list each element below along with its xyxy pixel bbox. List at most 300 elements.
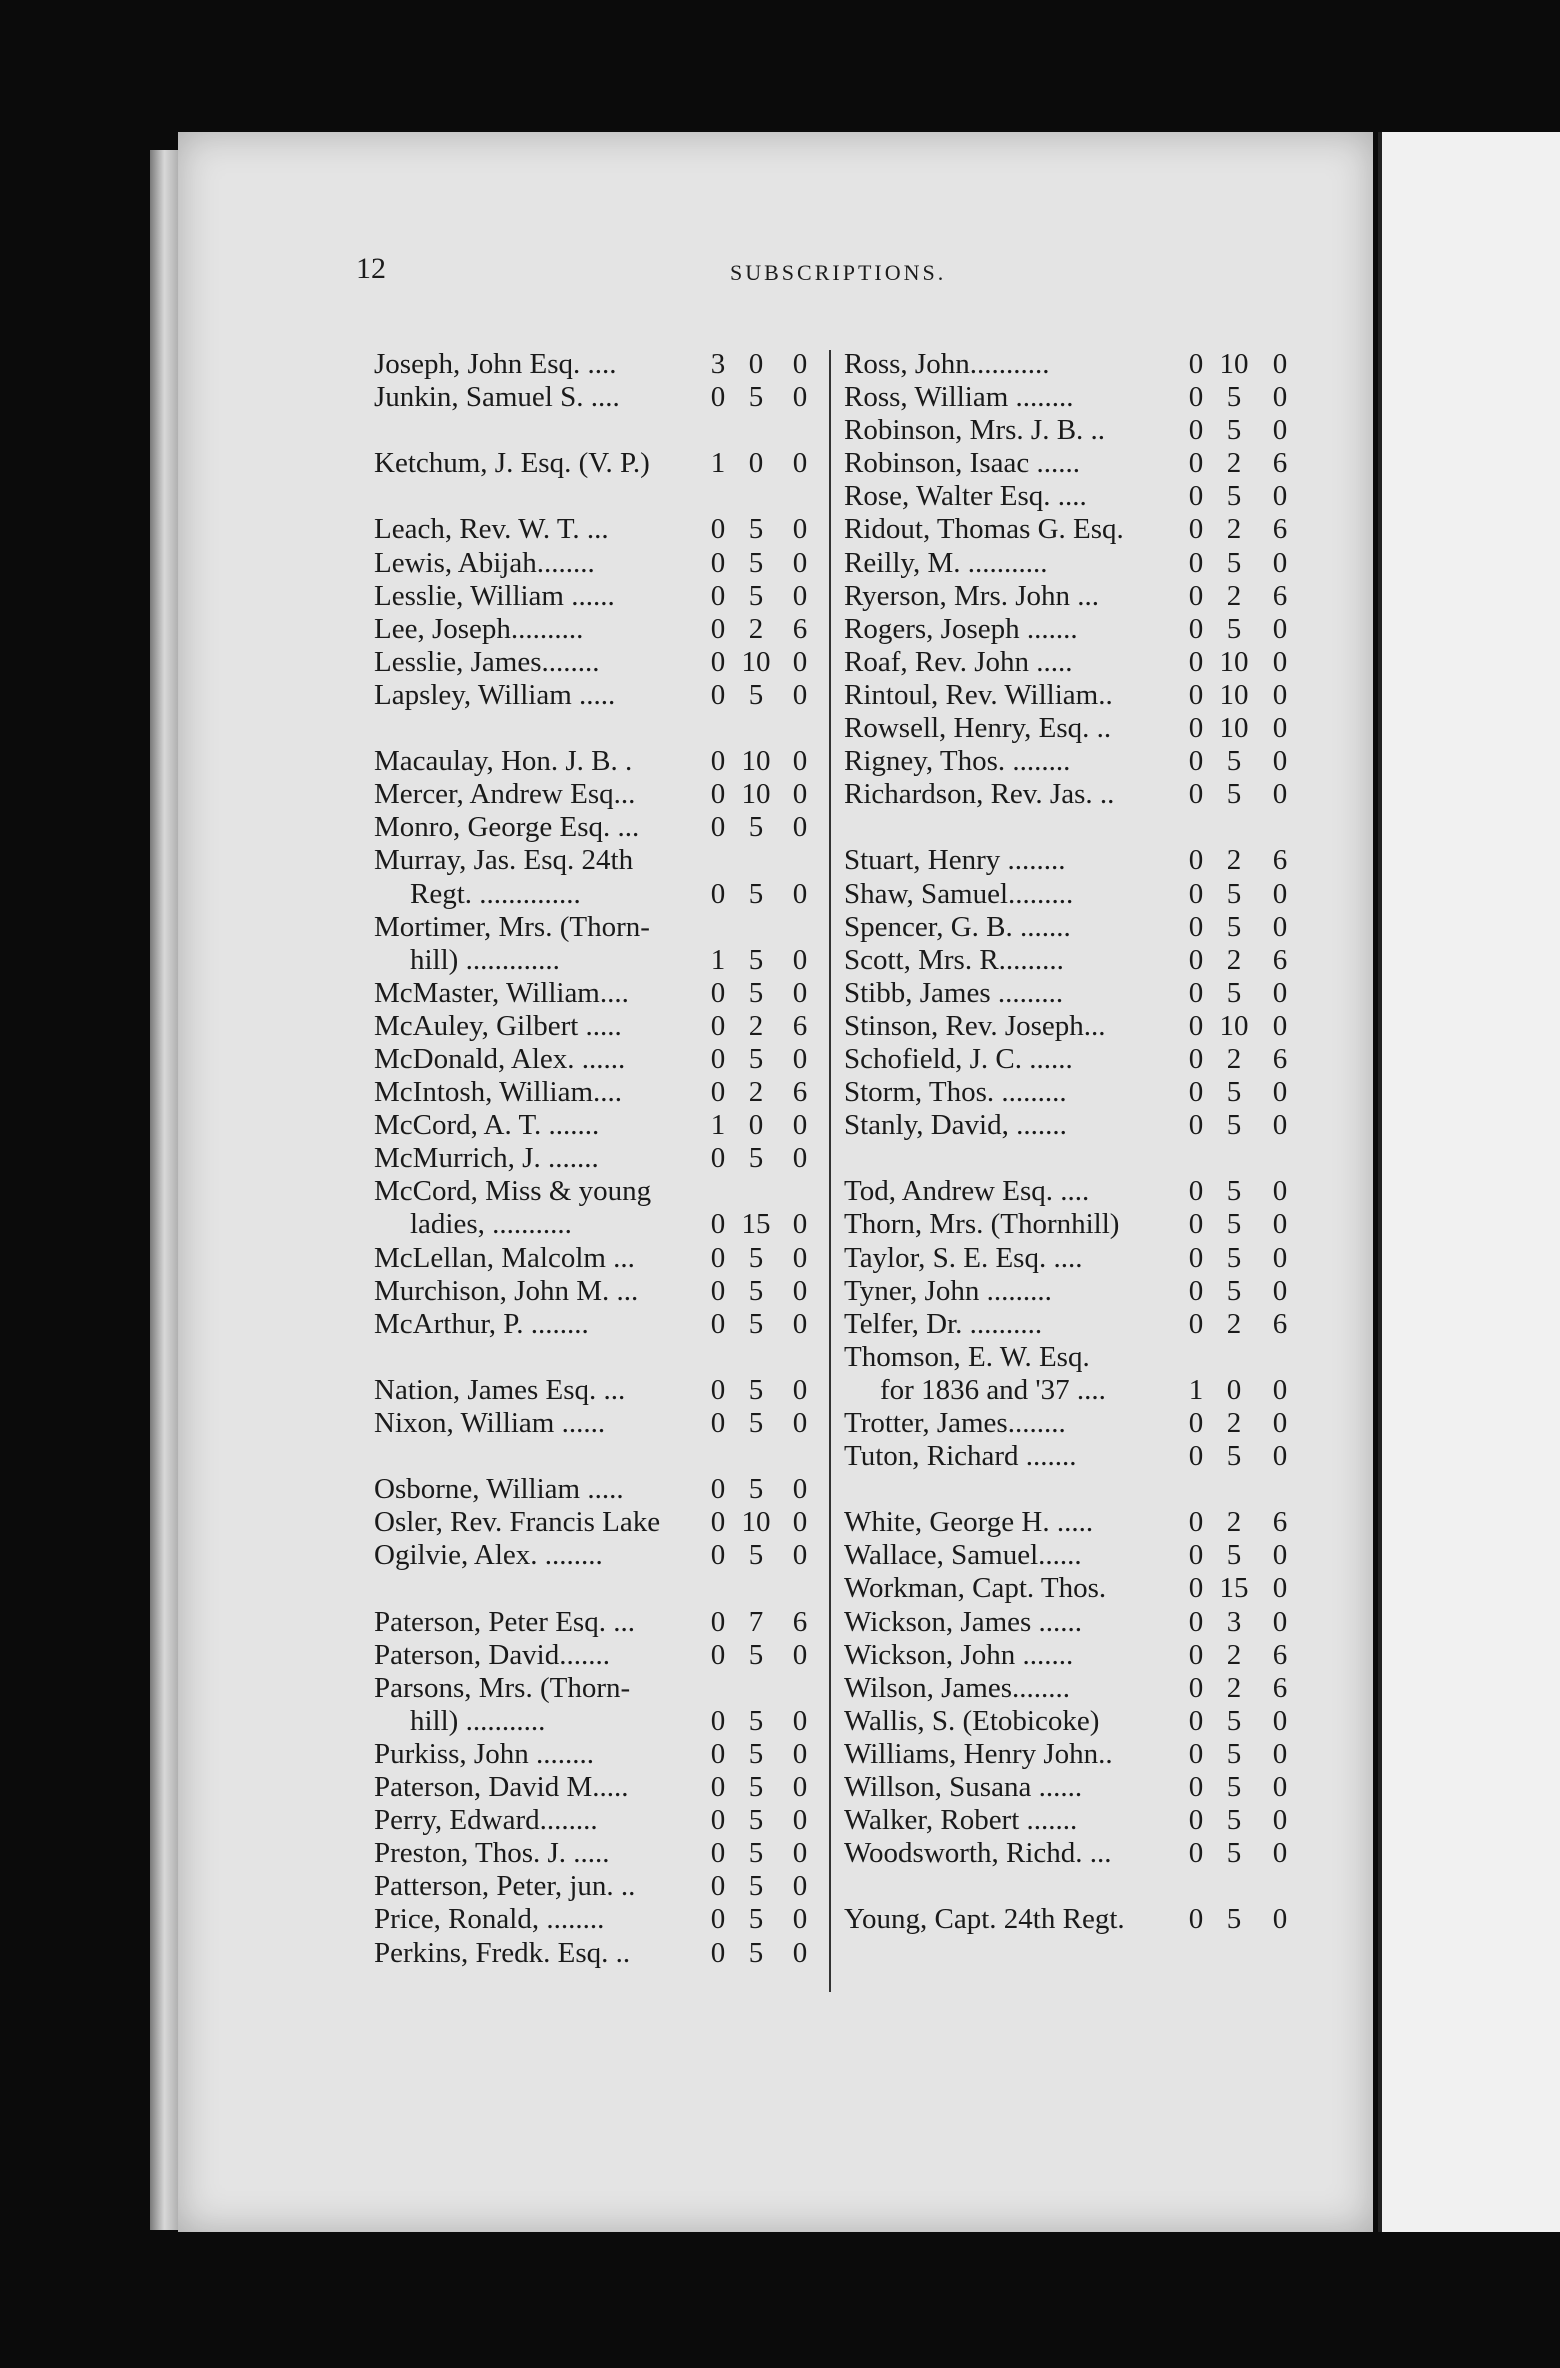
subscriber-entry (844, 513, 1304, 546)
subscriber-name: McCord, Miss & young (374, 1175, 652, 1208)
subscriber-entry (844, 1242, 1304, 1275)
pounds-amount: 0 (1188, 1903, 1204, 1936)
subscriber-name: Mercer, Andrew Esq... (374, 778, 636, 811)
subscriber-entry (374, 1539, 820, 1572)
pounds-amount: 0 (710, 778, 726, 811)
subscriber-entry (374, 811, 820, 844)
shillings-amount: 5 (1226, 612, 1242, 645)
subscriber-entry (844, 745, 1304, 778)
shillings-amount: 5 (748, 1936, 764, 1969)
pounds-amount: 0 (710, 381, 726, 414)
shillings-amount: 5 (1226, 1076, 1242, 1109)
subscriber-entry (374, 646, 820, 679)
shillings-amount: 10 (1219, 645, 1249, 678)
shillings-amount: 5 (1226, 1241, 1242, 1274)
pounds-amount: 0 (1188, 1671, 1204, 1704)
shillings-amount: 10 (741, 1506, 771, 1539)
pence-amount: 0 (1272, 1737, 1288, 1770)
pounds-amount: 0 (1188, 1109, 1204, 1142)
pence-amount: 0 (1272, 1208, 1288, 1241)
pounds-amount: 0 (710, 1870, 726, 1903)
subscriber-name: McLellan, Malcolm ... (374, 1241, 635, 1274)
subscriber-entry (374, 381, 820, 414)
subscriber-entry (844, 1308, 1304, 1341)
pounds-amount: 0 (710, 1042, 726, 1075)
subscriber-name: hill) ........... (410, 1704, 546, 1737)
subscriber-name: Leach, Rev. W. T. ... (374, 513, 609, 546)
subscriber-name: Trotter, James........ (844, 1407, 1066, 1439)
pence-amount: 0 (1272, 1175, 1288, 1208)
pence-amount: 6 (1272, 844, 1288, 877)
pence-amount: 0 (792, 943, 808, 976)
subscriber-entry (374, 1870, 820, 1903)
shillings-amount: 15 (1219, 1572, 1249, 1605)
shillings-amount: 5 (748, 976, 764, 1009)
shillings-amount: 5 (748, 811, 764, 844)
pence-amount: 0 (1272, 745, 1288, 778)
subscriber-name: Macaulay, Hon. J. B. . (374, 745, 633, 778)
subscriber-entry (374, 1242, 820, 1275)
subscriber-name: Rigney, Thos. ........ (844, 745, 1071, 778)
subscriber-entry (374, 1473, 820, 1506)
shillings-amount: 5 (748, 943, 764, 976)
pence-amount: 0 (1272, 1241, 1288, 1274)
blank-line (844, 811, 1304, 844)
pence-amount: 6 (1272, 579, 1288, 612)
subscriber-entry (844, 1076, 1304, 1109)
subscriber-entry (844, 1043, 1304, 1076)
blank-line (374, 1572, 820, 1605)
pounds-amount: 0 (1188, 579, 1204, 612)
pence-amount: 6 (792, 1605, 808, 1638)
shillings-amount: 10 (1219, 1009, 1249, 1042)
subscriber-entry (844, 1903, 1304, 1936)
shillings-amount: 10 (741, 745, 771, 778)
shillings-amount: 5 (748, 1771, 764, 1804)
pence-amount: 0 (792, 745, 808, 778)
pence-amount: 0 (1272, 910, 1288, 943)
shillings-amount: 5 (1226, 1539, 1242, 1572)
blank-line (374, 480, 820, 513)
shillings-amount: 10 (1219, 678, 1249, 711)
shillings-amount: 2 (1226, 513, 1242, 546)
subscriber-name: Storm, Thos. ......... (844, 1076, 1067, 1109)
subscriber-column-right (844, 348, 1304, 1937)
pounds-amount: 0 (1188, 1009, 1204, 1042)
subscriber-entry (374, 1804, 820, 1837)
shillings-amount: 15 (741, 1208, 771, 1241)
pounds-amount: 0 (710, 1506, 726, 1539)
shillings-amount: 2 (1226, 1671, 1242, 1704)
pence-amount: 0 (1272, 1274, 1288, 1307)
subscriber-name: Joseph, John Esq. .... (374, 348, 617, 380)
pence-amount: 6 (1272, 943, 1288, 976)
subscriber-name: Ogilvie, Alex. ........ (374, 1539, 603, 1572)
shillings-amount: 5 (748, 1638, 764, 1671)
subscriber-name: Tyner, John ......... (844, 1274, 1052, 1307)
subscriber-entry (374, 1010, 820, 1043)
pence-amount: 0 (1272, 678, 1288, 711)
pounds-amount: 0 (710, 1076, 726, 1109)
subscriber-name: Perkins, Fredk. Esq. .. (374, 1936, 631, 1969)
subscriber-name: Stibb, James ......... (844, 976, 1064, 1009)
subscriber-entry (844, 381, 1304, 414)
shillings-amount: 10 (1219, 348, 1249, 380)
blank-line (374, 712, 820, 745)
subscriber-name: Murchison, John M. ... (374, 1274, 639, 1307)
subscriber-entry (844, 580, 1304, 613)
subscriber-name: McArthur, P. ........ (374, 1307, 589, 1340)
pounds-amount: 0 (1188, 1208, 1204, 1241)
pence-amount: 0 (1272, 414, 1288, 447)
pounds-amount: 0 (1188, 1771, 1204, 1804)
subscriber-entry (374, 1109, 820, 1142)
pence-amount: 0 (792, 1837, 808, 1870)
pounds-amount: 0 (710, 1407, 726, 1439)
shillings-amount: 5 (748, 1903, 764, 1936)
pounds-amount: 0 (710, 1903, 726, 1936)
pence-amount: 0 (1272, 612, 1288, 645)
pence-amount: 0 (1272, 1009, 1288, 1042)
page-number: 12 (356, 252, 386, 285)
subscriber-name: Willson, Susana ...... (844, 1771, 1083, 1804)
shillings-amount: 0 (748, 1109, 764, 1142)
subscriber-name: ladies, ........... (410, 1208, 572, 1241)
subscriber-name: Scott, Mrs. R......... (844, 943, 1064, 976)
pounds-amount: 0 (710, 1539, 726, 1572)
pounds-amount: 0 (710, 513, 726, 546)
subscriber-entry (374, 1506, 820, 1539)
pence-amount: 0 (1272, 1572, 1288, 1605)
shillings-amount: 5 (1226, 1704, 1242, 1737)
subscriber-name: Wickson, James ...... (844, 1605, 1083, 1638)
subscriber-name: Workman, Capt. Thos. (844, 1572, 1107, 1605)
subscriber-entry (844, 844, 1304, 877)
subscriber-name: Lesslie, James........ (374, 645, 600, 678)
subscriber-name: hill) ............. (410, 943, 560, 976)
pence-amount: 0 (1272, 381, 1288, 414)
subscriber-entry (844, 480, 1304, 513)
pence-amount: 6 (1272, 1638, 1288, 1671)
pence-amount: 0 (792, 778, 808, 811)
shillings-amount: 0 (1226, 1373, 1242, 1406)
subscriber-entry (844, 1407, 1304, 1440)
subscriber-name: Rowsell, Henry, Esq. .. (844, 712, 1112, 745)
subscriber-name: McMaster, William.... (374, 976, 629, 1009)
pounds-amount: 0 (710, 1142, 726, 1175)
subscriber-entry (374, 1672, 820, 1705)
subscriber-name: Wallis, S. (Etobicoke) (844, 1704, 1100, 1737)
shillings-amount: 5 (1226, 1274, 1242, 1307)
shillings-amount: 5 (748, 1407, 764, 1439)
pence-amount: 0 (1272, 1605, 1288, 1638)
pounds-amount: 0 (1188, 678, 1204, 711)
subscriber-entry (844, 778, 1304, 811)
shillings-amount: 5 (1226, 546, 1242, 579)
shillings-amount: 0 (748, 348, 764, 380)
pence-amount: 0 (792, 381, 808, 414)
subscriber-name: Perry, Edward........ (374, 1804, 598, 1837)
subscriber-entry (844, 1606, 1304, 1639)
subscriber-name: Williams, Henry John.. (844, 1737, 1113, 1770)
shillings-amount: 5 (748, 1870, 764, 1903)
subscriber-name: Ridout, Thomas G. Esq. (844, 513, 1124, 546)
shillings-amount: 5 (1226, 1208, 1242, 1241)
pence-amount: 0 (1272, 1407, 1288, 1439)
pence-amount: 0 (792, 546, 808, 579)
pounds-amount: 0 (1188, 1241, 1204, 1274)
subscriber-name: McCord, A. T. ....... (374, 1109, 600, 1142)
pence-amount: 0 (792, 1771, 808, 1804)
pounds-amount: 0 (1188, 1042, 1204, 1075)
subscriber-entry (844, 1109, 1304, 1142)
subscriber-entry (844, 1208, 1304, 1241)
subscriber-entry (844, 1374, 1304, 1407)
subscriber-entry (844, 1175, 1304, 1208)
subscriber-name: Tuton, Richard ....... (844, 1440, 1077, 1473)
subscriber-name: Telfer, Dr. .......... (844, 1307, 1043, 1340)
subscriber-name: Rogers, Joseph ....... (844, 612, 1078, 645)
pounds-amount: 0 (710, 579, 726, 612)
subscriber-entry (374, 447, 820, 480)
pounds-amount: 0 (1188, 712, 1204, 745)
subscriber-entry (374, 1407, 820, 1440)
subscriber-name: Mortimer, Mrs. (Thorn- (374, 910, 650, 943)
shillings-amount: 7 (748, 1605, 764, 1638)
shillings-amount: 5 (1226, 480, 1242, 513)
pence-amount: 0 (792, 1042, 808, 1075)
subscriber-entry (374, 679, 820, 712)
pounds-amount: 0 (1188, 381, 1204, 414)
pence-amount: 0 (792, 1737, 808, 1770)
shillings-amount: 2 (1226, 1638, 1242, 1671)
pence-amount: 0 (1272, 1804, 1288, 1837)
pounds-amount: 0 (710, 1737, 726, 1770)
pence-amount: 0 (792, 811, 808, 844)
subscriber-entry (374, 977, 820, 1010)
shillings-amount: 5 (748, 678, 764, 711)
subscriber-entry (374, 1175, 820, 1208)
pence-amount: 6 (792, 1076, 808, 1109)
pounds-amount: 0 (710, 1373, 726, 1406)
shillings-amount: 10 (741, 645, 771, 678)
pence-amount: 0 (1272, 546, 1288, 579)
pence-amount: 0 (792, 1903, 808, 1936)
pence-amount: 0 (792, 678, 808, 711)
shillings-amount: 5 (748, 546, 764, 579)
pence-amount: 6 (792, 612, 808, 645)
subscriber-entry (374, 580, 820, 613)
subscriber-name: Robinson, Mrs. J. B. .. (844, 414, 1106, 447)
pence-amount: 6 (792, 1009, 808, 1042)
pence-amount: 0 (1272, 1837, 1288, 1870)
shillings-amount: 5 (748, 1142, 764, 1175)
subscriber-name: McMurrich, J. ....... (374, 1142, 599, 1175)
pounds-amount: 0 (710, 1771, 726, 1804)
pounds-amount: 0 (1188, 778, 1204, 811)
shillings-amount: 2 (1226, 1506, 1242, 1539)
subscriber-entry (844, 1572, 1304, 1605)
subscriber-name: Ross, William ........ (844, 381, 1074, 414)
shillings-amount: 5 (748, 1373, 764, 1406)
shillings-amount: 5 (1226, 778, 1242, 811)
pence-amount: 0 (792, 447, 808, 480)
subscriber-entry (844, 712, 1304, 745)
shillings-amount: 5 (1226, 1175, 1242, 1208)
subscriber-name: Rintoul, Rev. William.. (844, 678, 1113, 711)
subscriber-name: Price, Ronald, ........ (374, 1903, 605, 1936)
pence-amount: 0 (792, 645, 808, 678)
subscriber-name: McIntosh, William.... (374, 1076, 623, 1109)
subscriber-name: Preston, Thos. J. ..... (374, 1837, 610, 1870)
subscriber-name: Woodsworth, Richd. ... (844, 1837, 1112, 1870)
pounds-amount: 0 (710, 645, 726, 678)
shillings-amount: 5 (1226, 381, 1242, 414)
pounds-amount: 0 (1188, 513, 1204, 546)
shillings-amount: 10 (741, 778, 771, 811)
pounds-amount: 0 (1188, 1175, 1204, 1208)
subscriber-name: Young, Capt. 24th Regt. (844, 1903, 1125, 1936)
subscriber-name: Lapsley, William ..... (374, 678, 616, 711)
column-divider (829, 350, 831, 1992)
subscriber-name: Stinson, Rev. Joseph... (844, 1009, 1106, 1042)
subscriber-entry (374, 1837, 820, 1870)
subscriber-entry (844, 1804, 1304, 1837)
subscriber-name: White, George H. ..... (844, 1506, 1094, 1539)
subscriber-name: Thorn, Mrs. (Thornhill) (844, 1208, 1120, 1241)
shillings-amount: 2 (1226, 844, 1242, 877)
pounds-amount: 0 (1188, 447, 1204, 480)
pounds-amount: 0 (1188, 546, 1204, 579)
subscriber-entry (844, 1705, 1304, 1738)
subscriber-name: Lee, Joseph.......... (374, 612, 584, 645)
shillings-amount: 5 (1226, 1837, 1242, 1870)
shillings-amount: 5 (1226, 745, 1242, 778)
subscriber-entry (374, 1275, 820, 1308)
subscriber-name: Tod, Andrew Esq. .... (844, 1175, 1090, 1208)
shillings-amount: 5 (748, 877, 764, 910)
pounds-amount: 0 (1188, 910, 1204, 943)
shillings-amount: 5 (1226, 1903, 1242, 1936)
shillings-amount: 5 (748, 579, 764, 612)
subscriber-entry (374, 778, 820, 811)
pence-amount: 0 (792, 1638, 808, 1671)
running-title: SUBSCRIPTIONS. (730, 260, 947, 285)
pounds-amount: 0 (1188, 1506, 1204, 1539)
subscriber-name: Purkiss, John ........ (374, 1737, 594, 1770)
pence-amount: 0 (1272, 348, 1288, 380)
pounds-amount: 0 (710, 1804, 726, 1837)
subscriber-entry (844, 1539, 1304, 1572)
pence-amount: 0 (1272, 1076, 1288, 1109)
subscriber-name: Wickson, John ....... (844, 1638, 1074, 1671)
pence-amount: 6 (1272, 1042, 1288, 1075)
pence-amount: 6 (1272, 513, 1288, 546)
subscriber-name: Osler, Rev. Francis Lake (374, 1506, 661, 1539)
pounds-amount: 0 (710, 612, 726, 645)
blank-line (844, 1142, 1304, 1175)
pounds-amount: 0 (1188, 1076, 1204, 1109)
subscriber-name: Nation, James Esq. ... (374, 1373, 626, 1406)
subscriber-name: Robinson, Isaac ...... (844, 447, 1080, 480)
subscriber-name: Wilson, James........ (844, 1671, 1070, 1704)
subscriber-name: Junkin, Samuel S. .... (374, 381, 620, 414)
blank-line (374, 414, 820, 447)
subscriber-name: Monro, George Esq. ... (374, 811, 640, 844)
pence-amount: 0 (792, 1208, 808, 1241)
pounds-amount: 0 (1188, 1307, 1204, 1340)
pence-amount: 0 (1272, 1771, 1288, 1804)
subscriber-name: Spencer, G. B. ....... (844, 910, 1071, 943)
subscriber-name: Paterson, Peter Esq. ... (374, 1605, 635, 1638)
subscriber-name: Paterson, David M..... (374, 1771, 629, 1804)
subscriber-entry (844, 1506, 1304, 1539)
subscriber-entry (374, 1738, 820, 1771)
pounds-amount: 0 (1188, 348, 1204, 380)
shillings-amount: 3 (1226, 1605, 1242, 1638)
pounds-amount: 0 (1188, 943, 1204, 976)
subscriber-entry (374, 844, 820, 877)
subscriber-name: Ryerson, Mrs. John ... (844, 579, 1100, 612)
shillings-amount: 5 (748, 513, 764, 546)
blank-line (374, 1341, 820, 1374)
pence-amount: 0 (792, 579, 808, 612)
shillings-amount: 2 (748, 1009, 764, 1042)
shillings-amount: 0 (748, 447, 764, 480)
subscriber-name: Regt. .............. (410, 877, 581, 910)
shillings-amount: 5 (748, 1539, 764, 1572)
subscriber-entry (374, 348, 820, 381)
pence-amount: 0 (792, 1373, 808, 1406)
subscriber-name: Walker, Robert ....... (844, 1804, 1078, 1837)
pence-amount: 0 (1272, 877, 1288, 910)
shillings-amount: 2 (1226, 579, 1242, 612)
subscriber-entry (374, 1639, 820, 1672)
subscriber-entry (844, 878, 1304, 911)
subscriber-name: Lesslie, William ...... (374, 579, 615, 612)
shillings-amount: 2 (748, 612, 764, 645)
shillings-amount: 5 (1226, 1737, 1242, 1770)
pounds-amount: 0 (1188, 1804, 1204, 1837)
pence-amount: 0 (792, 877, 808, 910)
subscriber-entry (374, 1705, 820, 1738)
shillings-amount: 2 (1226, 1407, 1242, 1439)
pence-amount: 0 (1272, 1109, 1288, 1142)
subscriber-entry (844, 1440, 1304, 1473)
shillings-amount: 5 (1226, 414, 1242, 447)
subscriber-entry (374, 1606, 820, 1639)
shillings-amount: 5 (1226, 877, 1242, 910)
subscriber-name: Ross, John........... (844, 348, 1050, 380)
subscriber-entry (374, 1043, 820, 1076)
shillings-amount: 5 (1226, 1804, 1242, 1837)
pence-amount: 6 (1272, 447, 1288, 480)
shillings-amount: 2 (748, 1076, 764, 1109)
pounds-amount: 0 (1188, 1737, 1204, 1770)
pence-amount: 0 (792, 976, 808, 1009)
shillings-amount: 5 (748, 1804, 764, 1837)
pounds-amount: 0 (710, 976, 726, 1009)
blank-line (844, 1870, 1304, 1903)
subscriber-entry (844, 414, 1304, 447)
pounds-amount: 0 (710, 1307, 726, 1340)
pence-amount: 0 (792, 1307, 808, 1340)
pence-amount: 0 (792, 1506, 808, 1539)
pounds-amount: 0 (1188, 1837, 1204, 1870)
subscriber-name: Rose, Walter Esq. .... (844, 480, 1087, 513)
pounds-amount: 0 (710, 1208, 726, 1241)
subscriber-entry (374, 878, 820, 911)
